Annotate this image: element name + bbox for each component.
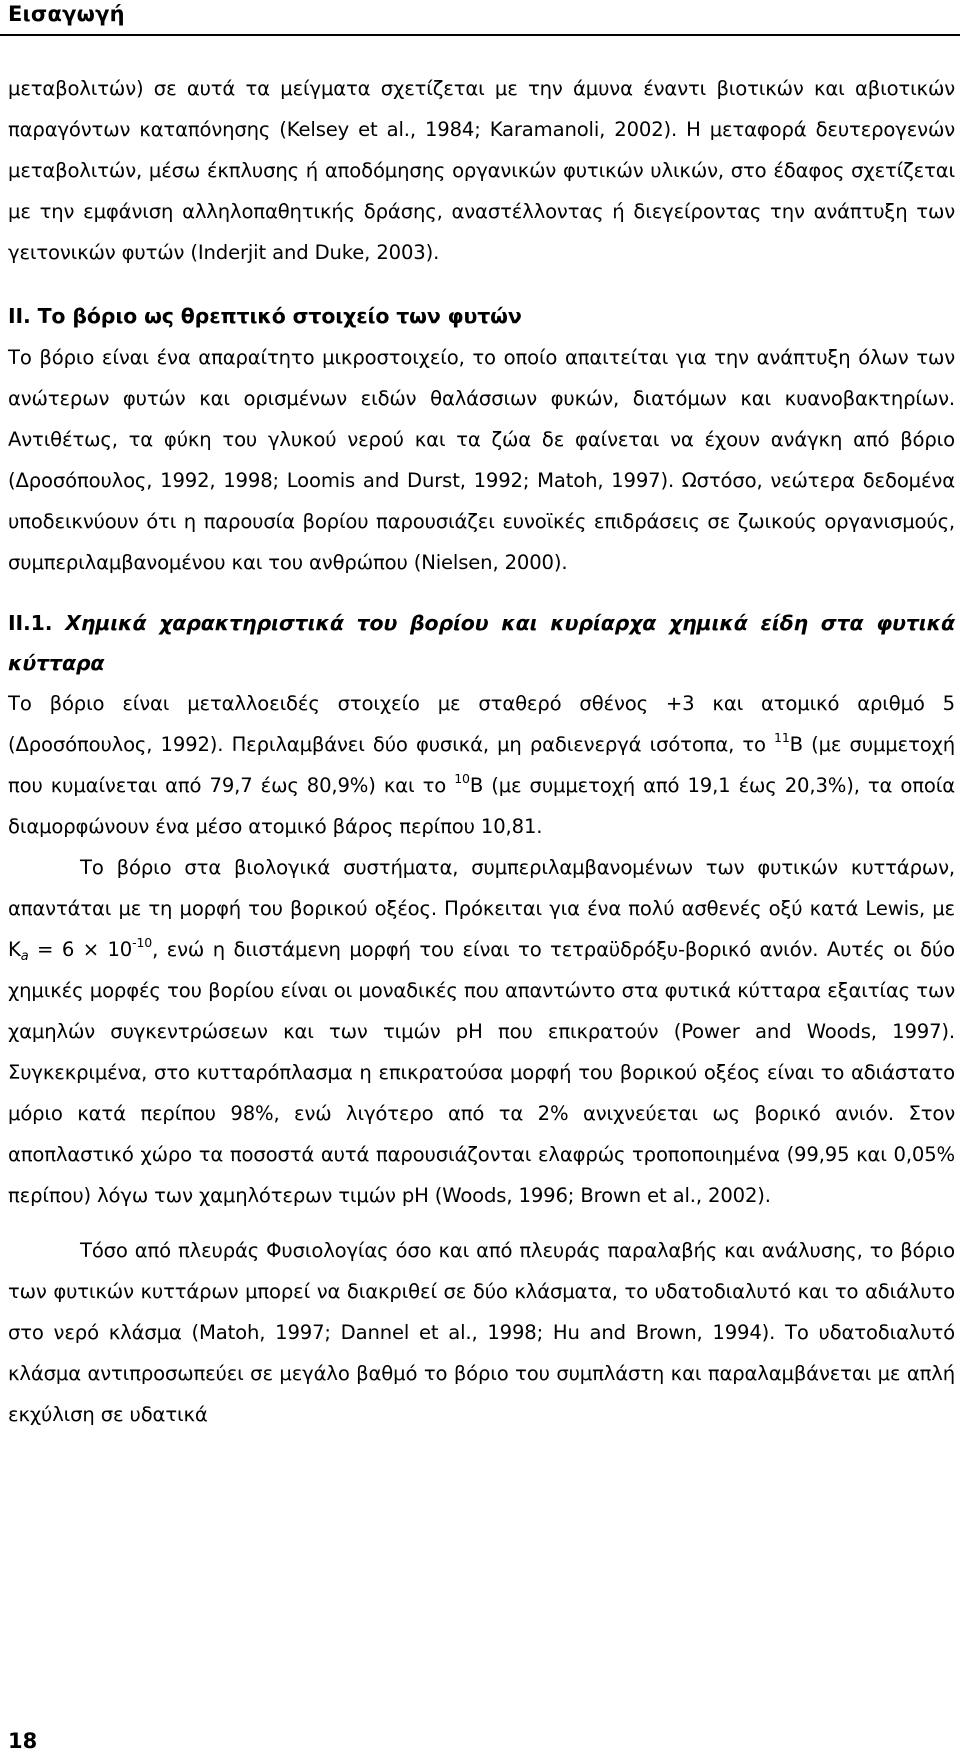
superscript: -10 (132, 935, 153, 950)
text-run: Το βόριο είναι μεταλλοειδές στοιχείο με σταθερό σθένος +3 και ατομικό αριθμό 5 (Δροσόπουλος, 1992). Περιλαμβάνει δύο φυσικά, μη ραδιενεργά ισότοπα, το (8, 692, 955, 756)
superscript: 11 (774, 730, 790, 745)
text-run: Β (με συμμετοχή από 19,1 έως 20,3%), τα οποία διαμορφώνουν ένα μέσο ατομικό βάρος περίπου 10,81. (8, 774, 955, 838)
page-number: 18 (8, 1729, 38, 1753)
subscript: a (20, 949, 29, 964)
section-paragraph: Το βόριο είναι ένα απαραίτητο μικροστοιχείο, το οποίο απαιτείται για την ανάπτυξη όλων των ανώτερων φυτών και ορισμένων ειδών θαλάσσιων φυκών, διατόμων και κυανοβακτηρίων. Αντιθέτως, τα φύκη του γλυκού νερού και τα ζώα δε φαίνεται να έχουν ανάγκη από βόριο (Δροσόπουλος, 1992, 1998; Loomis and Durst, 1992; Matoh, 1997). Ωστόσο, νεώτερα δεδομένα υποδεικνύουν ότι η παρουσία βορίου παρουσιάζει ευνοϊκές επιδράσεις σε ζωικούς οργανισμούς, συμπεριλαμβανομένου και του ανθρώπου (Nielsen, 2000). (8, 346, 955, 574)
body-text (8, 68, 955, 1435)
subsection-number: II.1. (8, 611, 53, 635)
subsection-title: Χημικά χαρακτηριστικά του βορίου και κυρίαρχα χημικά είδη στα φυτικά κύτταρα (8, 611, 955, 675)
header-rule (0, 34, 960, 36)
text-run: = 6 × 10 (28, 938, 133, 961)
text-run: , ενώ η διιστάμενη μορφή του είναι το τετραϋδρόξυ-βορικό ανιόν. Αυτές οι δύο χημικές μορφές του βορίου είναι οι μοναδικές που απαντώντο στα φυτικά κύτταρα εξαιτίας των χαμηλών συγκεντρώσεων και των τιμών pH που επικρατούν (Power and Woods, 1997). Συγκεκριμένα, στο κυτταρόπλασμα η επικρατούσα μορφή του βορικού οξέος είναι το αδιάστατο μόριο κατά περίπου 98%, ενώ λιγότερο από τα 2% ανιχνεύεται ως βορικό ανιόν. Στον αποπλαστικό χώρο τα ποσοστά αυτά παρουσιάζονται ελαφρώς τροποποιημένα (99,95 και 0,05% περίπου) λόγω των χαμηλότερων τιμών pH (Woods, 1996; Brown et al., 2002). (8, 938, 955, 1207)
running-header: Εισαγωγή (8, 2, 125, 26)
text-run: Το βόριο στα βιολογικά συστήματα, συμπεριλαμβανομένων των φυτικών κυττάρων, απαντάται με τη μορφή του βορικού οξέος. Πρόκειται για ένα πολύ ασθενές οξύ κατά Lewis, με K (8, 856, 955, 961)
intro-paragraph: μεταβολιτών) σε αυτά τα μείγματα σχετίζεται με την άμυνα έναντι βιοτικών και αβιοτικών παραγόντων καταπόνησης (Kelsey et al., 1984; Karamanoli, 2002). Η μεταφορά δευτερογενών μεταβολιτών, μέσω έκπλυσης ή αποδόμησης οργανικών φυτικών υλικών, στο έδαφος σχετίζεται με την εμφάνιση αλληλοπαθητικής δράσης, αναστέλλοντας ή διεγείροντας την ανάπτυξη των γειτονικών φυτών (Inderjit and Duke, 2003). (8, 77, 955, 264)
paragraph-boric-acid (8, 847, 955, 1216)
text-run: Β (με συμμετοχή που κυμαίνεται από 79,7 έως 80,9%) και το (8, 733, 955, 797)
superscript: 10 (454, 771, 470, 786)
subsection-heading (8, 603, 955, 683)
section-heading: II. Το βόριο ως θρεπτικό στοιχείο των φυτών (8, 304, 522, 328)
paragraph-fractions: Τόσο από πλευράς Φυσιολογίας όσο και από πλευράς παραλαβής και ανάλυσης, το βόριο των φυτικών κυττάρων μπορεί να διακριθεί σε δύο κλάσματα, το υδατοδιαλυτό και το αδιάλυτο στο νερό κλάσμα (Matoh, 1997; Dannel et al., 1998; Hu and Brown, 1994). Το υδατοδιαλυτό κλάσμα αντιπροσωπεύει σε μεγάλο βαθμό το βόριο του συμπλάστη και παραλαμβάνεται με απλή εκχύλιση σε υδατικά (8, 1239, 955, 1426)
paragraph-isotopes (8, 683, 955, 847)
